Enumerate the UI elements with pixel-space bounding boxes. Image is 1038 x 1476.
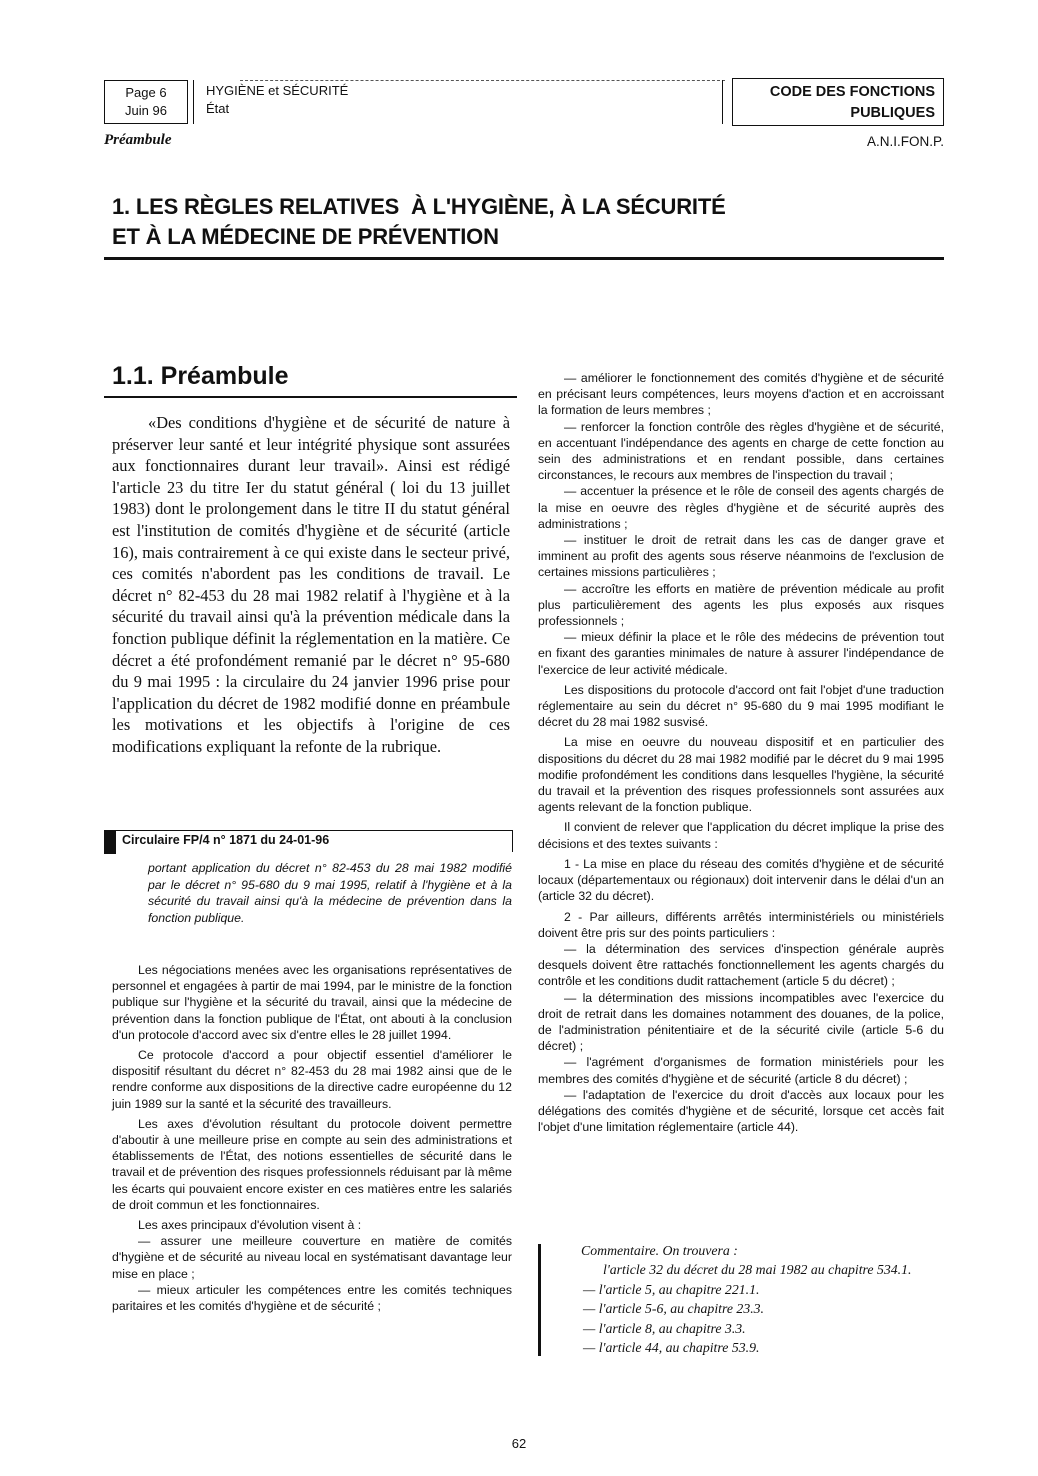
page-number: 62 <box>511 1436 527 1451</box>
commentary-lead: Commentaire. On trouvera : <box>581 1243 738 1258</box>
body-paragraph: Les négociations menées avec les organisations représentatives de personnel et engagées à partir de mai 1994, par le ministre de la fonction publique sur l'hygiène et la sécurité du travail, ainsi que la médecine de prévention dans la fonction publique de l'État, ont abouti à la conclusion d'un protocole d'accord avec six d'entre elles le 28 juillet 1994. <box>112 963 512 1042</box>
body-paragraph: La mise en oeuvre du nouveau dispositif et en particulier des dispositions du décret du 28 mai 1982 modifié par le décret du 9 mai 1995 modifie profondément les conditions dans lesquelles l'hygiène, la sécurité du travail et la prévention des risques professionnels sont assurées aux agents relevant de la fonction publique. <box>538 735 944 815</box>
commentary-item: — l'article 44, au chapitre 53.9. <box>583 1340 760 1356</box>
list-item: — accentuer la présence et le rôle de conseil des agents chargés de la mise en oeuvre des règles d'hygiène et de sécurité auprès des administrations ; <box>538 484 944 531</box>
section-label: Préambule <box>104 132 172 148</box>
code-line-2: PUBLIQUES <box>850 105 935 121</box>
section-title: 1.1. Préambule <box>112 362 289 390</box>
body-paragraph: Les dispositions du protocole d'accord ont fait l'objet d'une traduction réglementaire au sein du décret n° 95-680 du 9 mai 1995 modifiant le décret du 28 mai 1982 susvisé. <box>538 682 944 730</box>
list-item: — instituer le droit de retrait dans les cas de danger grave et imminent au profit des agents sous réserve néanmoins de l'exclusion de certaines missions particulières ; <box>538 533 944 580</box>
list-item: — mieux définir la place et le rôle des médecins de prévention tout en fixant des garanties minimales de nature à assurer l'indépendance de l'exercice de leur activité médicale. <box>538 630 944 677</box>
circular-title: Circulaire FP/4 n° 1871 du 24-01-96 <box>122 833 330 847</box>
intro-paragraph: «Des conditions d'hygiène et de sécurité de nature à préserver leur santé et leur intégrité physique sont assurées aux fonctionnaires durant leur travail». Ainsi est rédigé l'article 23 du titre Ier du statut général ( loi du 13 juillet 1983) dont le prolongement dans le titre II du statut général est l'institution de comités d'hygiène et de sécurité (article 16), mais contrairement à ce qui existe dans le secteur privé, ces comités n'abordent pas les conditions de travail. Le décret n° 82-453 du 28 mai 1982 relatif à l'hygiène et à la sécurité du travail ainsi qu'à la prévention médicale dans la fonction publique définit la réglementation en la matière. Ce décret a été profondément remanié par le décret n° 95-680 du 9 mai 1995 : la circulaire du 24 janvier 1996 prise pour l'application du décret de 1982 modifié donne en préambule les motivations et les objectifs à l'origine de ces modifications expliquant la refonte de la rubrique. <box>112 413 510 756</box>
list-item: — mieux articuler les compétences entre les comités techniques paritaires et les comités d'hygiène et de sécurité ; <box>112 1282 512 1314</box>
code-box <box>732 78 944 126</box>
right-column <box>538 370 944 1139</box>
commentary-item: — l'article 8, au chapitre 3.3. <box>583 1320 746 1336</box>
commentary-item: — l'article 5-6, au chapitre 23.3. <box>583 1301 765 1317</box>
list-item: — la détermination des services d'inspection générale auprès desquels doivent être rattachés fonctionnellement les agents chargés du contrôle et les conditions dudit rattachement (article 5 du décret) ; <box>538 941 944 989</box>
commentary-bar <box>538 1244 541 1356</box>
list-item: — accroître les efforts en matière de prévention médicale au profit plus particulièrement des agents les plus exposés aux risques professionnels ; <box>538 581 944 629</box>
list-item: — renforcer la fonction contrôle des règles d'hygiène et de sécurité, en accentuant l'indépendance des agents en charge de cette fonction au sein des administrations et en rendant possible, dans certaines circonstances, le recours aux membres de l'inspection du travail ; <box>538 419 944 483</box>
page-title-line-2: ET À LA MÉDECINE DE PRÉVENTION <box>112 224 499 249</box>
commentary-item: l'article 32 du décret du 28 mai 1982 au chapitre 534.1. <box>603 1262 912 1278</box>
body-paragraph: Il convient de relever que l'application du décret implique la prise des décisions et des textes suivants : <box>538 820 944 851</box>
list-item: — assurer une meilleure couverture en matière de comités d'hygiène et de sécurité au niveau local en systématisant davantage leur mise en place ; <box>112 1234 512 1281</box>
body-paragraph: Les axes d'évolution résultant du protocole doivent permettre d'aboutir à une meilleure prise en compte au sein des administrations et établissements de l'État, des notions essentielles de sécurité dans le travail et de prévention des risques professionnels réduisant par là même les écarts qui pouvaient encore exister en ces matières entre les salariés de droit commun et les fonctionnaires. <box>112 1116 512 1212</box>
section-rule <box>104 396 517 398</box>
code-line-1: CODE DES FONCTIONS <box>769 84 935 100</box>
body-paragraph: 2 - Par ailleurs, différents arrêtés interministériels ou ministériels doivent être pris sur des points particuliers : <box>538 909 944 940</box>
commentary-item: — l'article 5, au chapitre 221.1. <box>583 1281 760 1297</box>
publisher-label: A.N.I.FON.P. <box>866 134 944 149</box>
page-label: Page 6 <box>125 85 167 100</box>
circular-subtitle: portant application du décret n° 82-453 du 28 mai 1982 modifié par le décret n° 95-680 du 9 mai 1995, relatif à l'hygiène et à la sécurité du travail ainsi qu'à la médecine de prévention dans la fonction publique. <box>148 861 512 925</box>
list-item: — l'agrément d'organismes de formation ministériels pour les membres des comités d'hygiène et de sécurité (article 8 du décret) ; <box>538 1055 944 1086</box>
date-label: Juin 96 <box>125 103 167 118</box>
topic-box <box>193 80 723 124</box>
list-item: — améliorer le fonctionnement des comités d'hygiène et de sécurité en précisant leurs compétences, leurs moyens d'action et en accroissant la formation de leurs membres ; <box>538 371 944 418</box>
body-paragraph: 1 - La mise en place du réseau des comités d'hygiène et de sécurité locaux (départementaux ou régionaux) doit intervenir dans le délai d'un an (article 32 du décret). <box>538 856 944 904</box>
list-item: — la détermination des missions incompatibles avec l'exercice du droit de retrait dans les domaines notamment des douanes, de la police, de l'administration pénitentiaire et de la sécurité civile (article 5-6 du décret) ; <box>538 990 944 1054</box>
body-paragraph: Les axes principaux d'évolution visent à : <box>138 1218 362 1233</box>
list-item: — l'adaptation de l'exercice du droit d'accès aux locaux pour les délégations des comités d'hygiène et de sécurité, lorsque cet accès fait l'objet d'une limitation réglementaire (article 44). <box>538 1087 944 1135</box>
circular-marker <box>104 830 116 854</box>
intro-text <box>112 412 510 758</box>
page-title <box>112 192 952 252</box>
left-column <box>112 962 512 1318</box>
page-title-line-1: 1. LES RÈGLES RELATIVES À L'HYGIÈNE, À LA SÉCURITÉ <box>112 194 726 219</box>
title-rule <box>104 257 944 260</box>
page-info-box <box>104 80 188 124</box>
topic-line-1: HYGIÈNE et SÉCURITÉ <box>206 83 349 98</box>
commentary-block <box>565 1241 955 1357</box>
body-paragraph: Ce protocole d'accord a pour objectif essentiel d'améliorer le dispositif résultant du décret n° 82-453 du 28 mai 1982 ainsi que de le rendre conforme aux dispositions de la directive cadre européenne du 12 juin 1989 sur la santé et la sécurité des travailleurs. <box>112 1048 512 1111</box>
topic-line-2: État <box>206 101 230 116</box>
